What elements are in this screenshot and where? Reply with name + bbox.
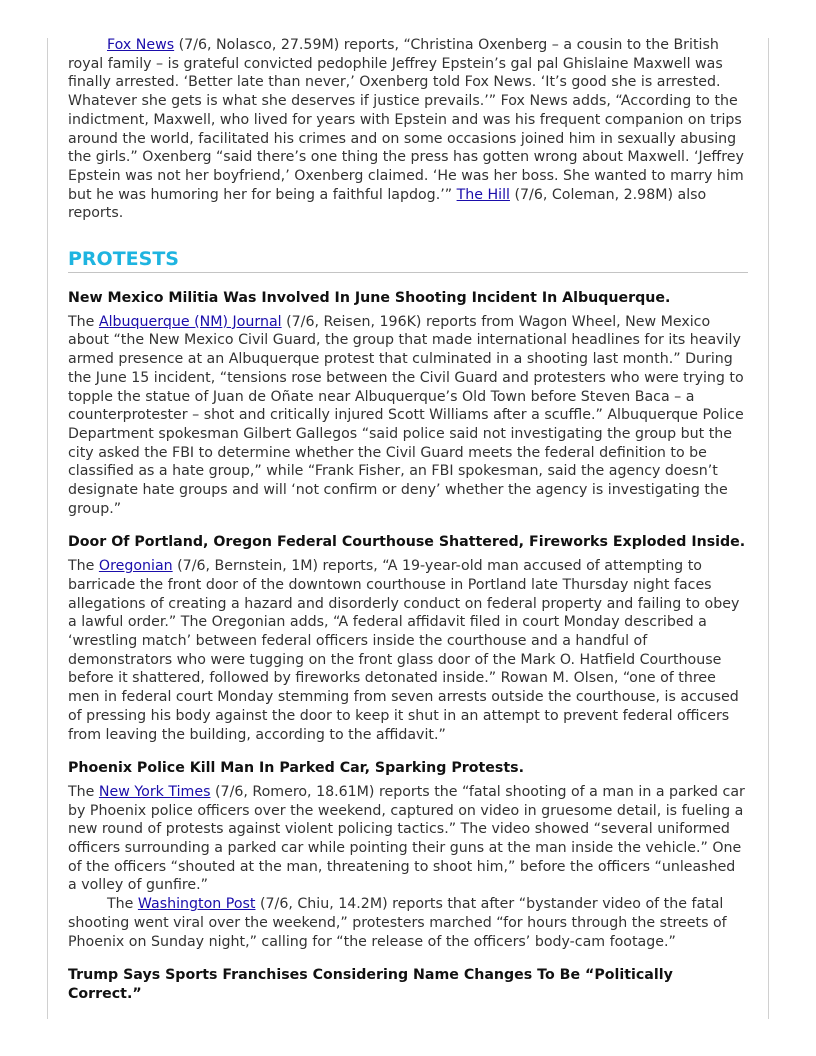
article-body-continued (68, 895, 748, 951)
intro-text: (7/6, Nolasco, 27.59M) reports, “Christina Oxenberg – a cousin to the British royal family – is grateful convicted pedophile Jeffrey Epstein’s gal pal Ghislaine Maxwell was finally arrested. ‘Better late than never,’ Oxenberg told Fox News. ‘It’s good she is arrested. Whatever she gets is what she deserves if justice prevails.’” Fox News adds, “According to the indictment, Maxwell, who lived for years with Epstein and was his frequent companion on trips around the world, facilitated his crimes and on some occasions joined him in sexually abusing the girls.” Oxenberg “said there’s one thing the press has gotten wrong about Maxwell. ‘Jeffrey Epstein was not her boyfriend,’ Oxenberg claimed. ‘He was her boss. She wanted to marry him but he was humoring her for being a faithful lapdog.’” (68, 37, 744, 203)
article-lead: The (68, 313, 99, 330)
article-lead: The (68, 783, 99, 800)
article-text: (7/6, Bernstein, 1M) reports, “A 19-year-old man accused of attempting to barricade the front door of the downtown courthouse in Portland late Thursday night faces allegations of creating a hazard and disorderly conduct on federal property and failing to obey a lawful order.” The Oregonian adds, “A federal affidavit filed in court Monday described a ‘wrestling match’ between federal officers inside the courthouse and a handful of demonstrators who were tugging on the front glass door of the Mark O. Hatfield Courthouse before it shattered, followed by fireworks detonated inside.” Rowan M. Olsen, “one of three men in federal court Monday stemming from seven arrests outside the courthouse, is accused of pressing his body against the door to keep it shut in an attempt to prevent federal officers from leaving the building, according to the affidavit.” (68, 558, 740, 743)
article-phoenix-police (68, 759, 748, 951)
article-text: (7/6, Reisen, 196K) reports from Wagon Wheel, New Mexico about “the New Mexico Civil Guard, the group that made international headlines for its heavily armed presence at an Albuquerque protest that culminated in a shooting last month.” During the June 15 incident, “tensions rose between the Civil Guard and protesters who were trying to topple the statue of Juan de Oñate near Albuquerque’s Old Town before Steven Baca – a counterprotester – shot and critically injured Scott Williams after a scuffle.” Albuquerque Police Department spokesman Gilbert Gallegos “said police said not investigating the group but the city asked the FBI to determine whether the Civil Guard meets the federal definition to be classified as a hate group,” while “Frank Fisher, an FBI spokesman, said the agency doesn’t designate hate groups and will ‘not confirm or deny’ whether the agency is investigating the group.” (68, 313, 744, 517)
article-body (68, 313, 748, 519)
the-hill-link[interactable]: The Hill (456, 186, 510, 203)
article-lead: The (68, 558, 99, 575)
albuquerque-journal-link[interactable]: Albuquerque (NM) Journal (98, 313, 282, 330)
page-border-left (47, 38, 48, 1019)
article-text: (7/6, Romero, 18.61M) reports the “fatal shooting of a man in a parked car by Phoenix police officers over the weekend, captured on video in gruesome detail, is fueling a new round of protests against violent policing tactics.” The video showed “several uniformed officers surrounding a parked car while pointing their guns at the man inside the vehicle.” One of the officers “shouted at the man, threatening to shoot him,” before the officers “unleashed a volley of gunfire.” (68, 783, 745, 894)
article-text: (7/6, Chiu, 14.2M) reports that after “bystander video of the fatal shooting went viral over the weekend,” protesters marched “for hours through the streets of Phoenix on Sunday night,” calling for “the release of the officers’ body-cam footage.” (68, 896, 727, 950)
section-title-protests: PROTESTS (68, 247, 748, 273)
article-headline: Door Of Portland, Oregon Federal Courthouse Shattered, Fireworks Exploded Inside. (68, 534, 746, 551)
article-headline: Phoenix Police Kill Man In Parked Car, Sparking Protests. (68, 760, 524, 777)
fox-news-link[interactable]: Fox News (107, 37, 175, 53)
article-headline: Trump Says Sports Franchises Considering Name Changes To Be “Politically Correct.” (68, 967, 673, 1002)
oregonian-link[interactable]: Oregonian (98, 558, 173, 575)
article-new-mexico-militia (68, 289, 748, 518)
article-body (68, 557, 748, 744)
article-headline: New Mexico Militia Was Involved In June Shooting Incident In Albuquerque. (68, 290, 671, 307)
article-trump-sports-names (68, 966, 748, 1003)
intro-tail: (7/6, Coleman, 2.98M) also reports. (68, 186, 707, 222)
newsletter-content (68, 36, 748, 1009)
new-york-times-link[interactable]: New York Times (98, 783, 211, 800)
washington-post-link[interactable]: Washington Post (137, 896, 256, 913)
intro-paragraph (68, 36, 748, 223)
article-body (68, 783, 748, 895)
page-border-right (768, 38, 769, 1019)
article-lead: The (107, 896, 138, 913)
article-portland-courthouse (68, 533, 748, 744)
